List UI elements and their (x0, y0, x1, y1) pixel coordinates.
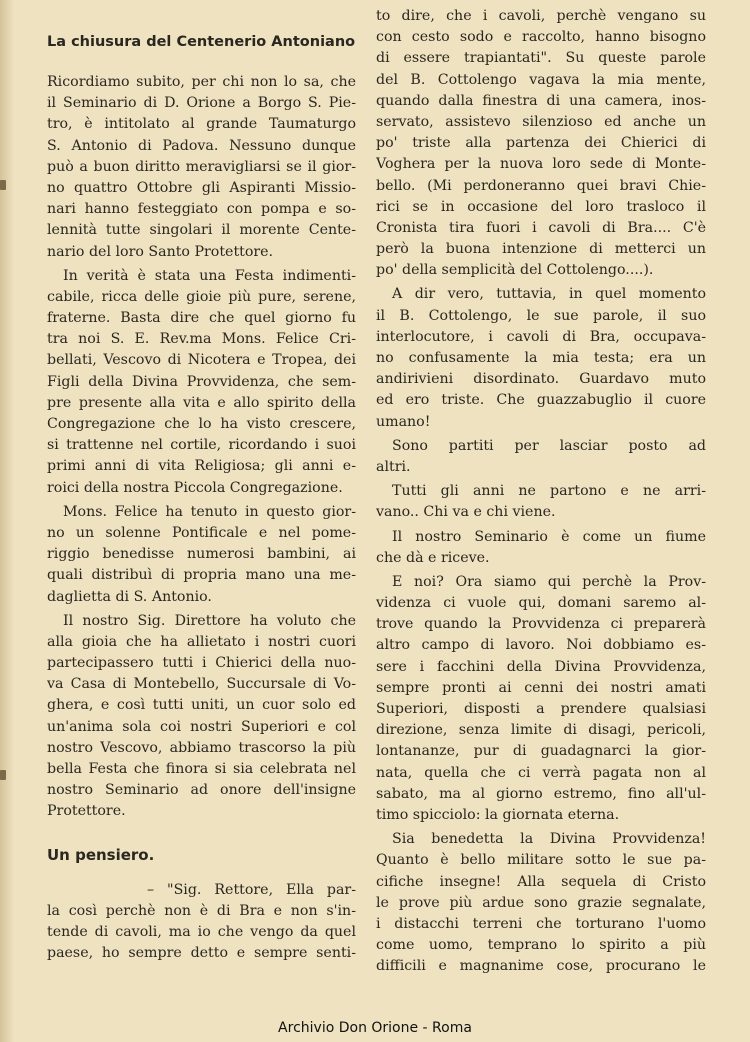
text-line: E noi? Ora siamo qui perchè la Prov- (392, 573, 706, 590)
text-line: alla gioia che ha allietato i nostri cuori (47, 633, 356, 650)
text-line: nario del loro Santo Protettore. (47, 243, 274, 260)
text-line: andirivieni disordinato. Guardavo muto (376, 371, 706, 388)
text-line: no quattro Ottobre gli Aspiranti Missio- (47, 179, 356, 196)
text-line: riggio benedisse numerosi bambini, ai (47, 546, 356, 563)
text-line: che dà e riceve. (376, 549, 490, 566)
text-line: Sia benedetta la Divina Provvidenza! (392, 831, 706, 848)
left-paragraphs (47, 72, 356, 823)
text-line: paese, ho sempre detto e sempre senti- (47, 945, 356, 962)
text-line: del B. Cottolengo vagava la mia mente, (376, 71, 706, 88)
text-line: Cronista tira fuori i cavoli di Bra.... C'è (376, 219, 706, 236)
text-line: Protettore. (47, 803, 126, 820)
text-line: ghera, e così tutti uniti, un cuor solo ed (47, 697, 356, 714)
text-line: va Casa di Montebello, Succursale di Vo- (47, 676, 356, 693)
text-line: cabile, ricca delle gioie più pure, serene, (47, 288, 356, 305)
text-line: si trattenne nel cortile, ricordando i suoi (47, 437, 356, 454)
text-line: videnza ci vuole qui, domani saremo al- (376, 595, 706, 612)
text-line: Voghera per la nuova loro sede di Monte- (376, 156, 706, 173)
text-line: i distacchi terreni che torturano l'uomo (376, 915, 706, 932)
section-heading: Un pensiero. (47, 845, 155, 864)
archive-footer: Archivio Don Orione - Roma (278, 1020, 472, 1036)
text-line: lontananze, pur di guadagnarci la gior- (376, 743, 706, 760)
text-line: Il nostro Seminario è come un fiume (392, 528, 706, 545)
text-line: Il nostro Sig. Direttore ha voluto che (63, 612, 356, 629)
text-line: S. Antonio di Padova. Nessuno dunque (47, 137, 356, 154)
page-edge (0, 0, 14, 1042)
binding-mark (0, 770, 6, 780)
text-line: bellati, Vescovo di Nicotera e Tropea, dei (47, 352, 356, 369)
text-line: ed ero triste. Che guazzabuglio il cuore (376, 392, 706, 409)
binding-mark (0, 180, 6, 190)
text-line: con cesto sodo e raccolto, hanno bisogno (376, 29, 706, 46)
text-line: cifiche insegne! Alla sequela di Cristo (376, 873, 706, 890)
text-line: tende di cavoli, ma io che vengo da quel (47, 924, 356, 941)
text-line: la così perchè non è di Bra e non s'in- (47, 902, 356, 919)
text-line: fraterne. Basta dire che quel giorno fu (47, 310, 356, 327)
text-line: il Seminario di D. Orione a Borgo S. Pie- (47, 95, 356, 112)
text-line: bella Festa che finora si sia celebrata nel (47, 761, 356, 777)
text-line: no un solenne Pontificale e nel pome- (47, 524, 356, 541)
text-line: timo spicciolo: la giornata eterna. (376, 806, 620, 823)
text-line: daglietta di S. Antonio. (47, 588, 212, 605)
text-line: In verità è stata una Festa indimenti- (63, 267, 356, 284)
text-line: sere i facchini della Divina Provvidenza, (376, 658, 706, 675)
text-line: pre presente alla vita e allo spirito della (47, 394, 356, 411)
text-line: no confusamente la mia testa; era un (376, 350, 706, 366)
text-line: però la buona intenzione di metterci un (376, 241, 706, 258)
text-line: Quanto è bello militare sotto le sue pa- (376, 852, 706, 869)
right-paragraphs (376, 6, 706, 977)
text-line: po' della semplicità del Cottolengo....). (376, 262, 654, 279)
text-line: servato, assistevo silenzioso ed anche un (376, 113, 706, 130)
text-line: bello. (Mi perdoneranno quei bravi Chie- (376, 177, 706, 194)
text-line: to dire, che i cavoli, perchè vengano su (376, 8, 706, 24)
text-line: quando dalla finestra di una camera, inos- (376, 92, 706, 109)
text-line: vano.. Chi va e chi viene. (376, 504, 556, 521)
text-line: interlocutore, i cavoli di Bra, occupava- (376, 328, 706, 345)
text-line: Mons. Felice ha tenuto in questo gior- (63, 503, 356, 520)
text-line: nata, quella che ci verrà pagata non al (376, 764, 706, 781)
text-line: Figli della Divina Provvidenza, che sem- (47, 373, 356, 390)
text-line: quali distribuì di propria mano una me- (47, 567, 356, 584)
text-line: Ricordiamo subito, per chi non lo sa, che (47, 74, 356, 90)
text-line: le prove più ardue sono grazie segnalate, (376, 894, 706, 911)
text-line: nostro Seminario ad onore dell'insigne (47, 782, 356, 799)
text-line: nari hanno festeggiato con pompa e so- (47, 201, 356, 218)
text-line: A dir vero, tuttavia, in quel momento (392, 286, 706, 303)
text-line: nostro Vescovo, abbiamo trascorso la più (47, 739, 356, 756)
text-line: trove quando la Provvidenza ci preparerà (376, 616, 706, 633)
text-line: difficili e magnanime cose, procurano le (376, 958, 706, 975)
text-line: come uomo, temprano lo spirito a più (376, 937, 706, 954)
text-line: Sono partiti per lasciar posto ad (392, 437, 706, 454)
text-line: tro, è intitolato al grande Taumaturgo (47, 116, 356, 133)
text-line: roici della nostra Piccola Congregazione. (47, 479, 343, 496)
text-line: un'anima sola coi nostri Superiori e col (47, 718, 356, 735)
text-line: di essere trapiantati". Su queste parole (376, 50, 706, 67)
text-line: umano! (376, 413, 431, 430)
text-line: po' triste alla partenza dei Chierici di (376, 135, 706, 152)
right-column (376, 0, 706, 977)
text-line: rici se in occasione del loro trasloco il (376, 198, 706, 215)
text-line: altro campo di lavoro. Noi dobbiamo es- (376, 637, 706, 654)
text-line: tra noi S. E. Rev.ma Mons. Felice Cri- (47, 331, 356, 348)
text-line: può a buon diritto meravigliarsi se il gior- (47, 158, 356, 175)
text-line: – "Sig. Rettore, Ella par- (147, 881, 356, 898)
text-line: lennità tutte singolari il morente Cente- (47, 222, 356, 239)
text-line: altri. (376, 458, 411, 475)
left-column (47, 0, 356, 965)
text-line: il B. Cottolengo, le sue parole, il suo (376, 307, 706, 324)
article-heading: La chiusura del Centenеrio Antoniano (47, 34, 356, 50)
text-line: partecipassero tutti i Chierici della nuo- (47, 655, 356, 672)
text-line: Superiori, disposti a prendere qualsiasi (376, 701, 706, 717)
text-line: Congregazione che lo ha visto crescere, (47, 416, 356, 432)
text-line: direzione, senza limite di disagi, pericoli, (376, 722, 706, 739)
text-line: sabato, ma al giorno estremo, fino all'ul- (376, 785, 706, 802)
text-line: sempre pronti ai cenni dei nostri amati (376, 679, 706, 696)
left-paragraphs-2 (47, 880, 356, 965)
text-line: Tutti gli anni ne partono e ne arri- (392, 483, 706, 500)
text-line: primi anni di vita Religiosa; gli anni e- (47, 458, 356, 475)
